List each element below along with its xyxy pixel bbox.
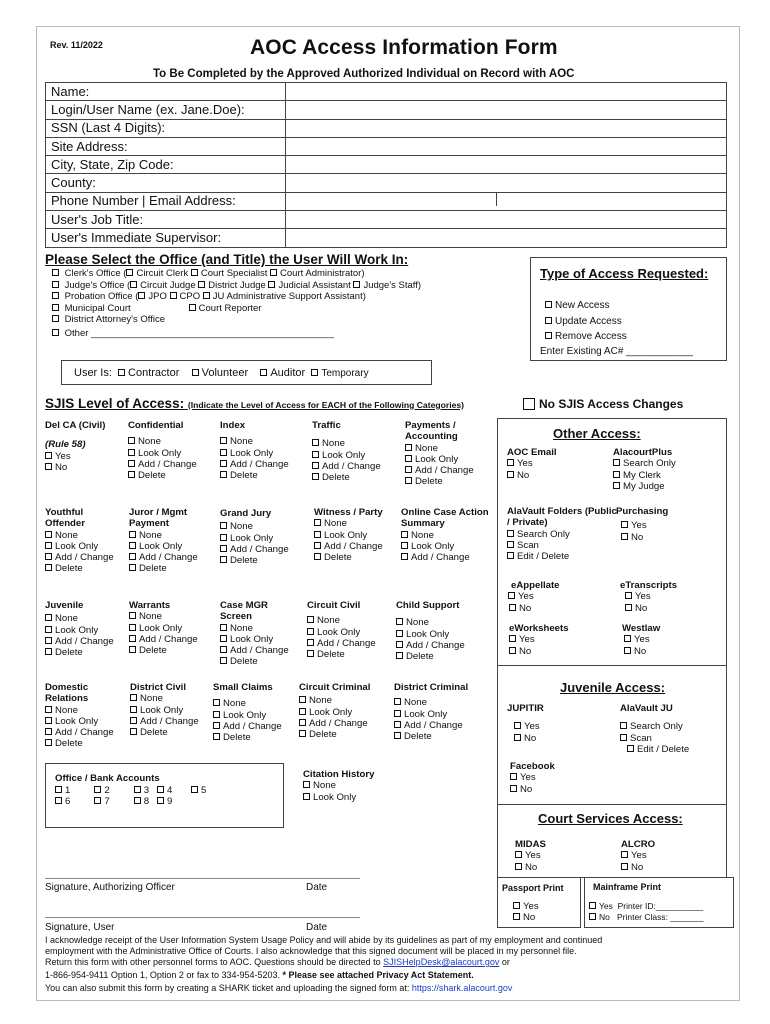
checkbox-jpo[interactable] <box>138 292 145 299</box>
form-subtitle: To Be Completed by the Approved Authorized Individual on Record with AOC <box>153 68 575 80</box>
footer-line-1: I acknowledge receipt of the User Information System Usage Policy and will abide by its guidelines as part of my employment and continued <box>45 935 603 945</box>
checkbox-clerks-office[interactable] <box>52 269 59 276</box>
checkbox-bank-9[interactable] <box>157 797 164 804</box>
phone-email-separator <box>496 193 497 206</box>
checkbox-war-delete[interactable] <box>129 646 136 653</box>
checkbox-conf-add[interactable] <box>128 460 135 467</box>
checkbox-gj-delete[interactable] <box>220 556 227 563</box>
checkbox-dom-none[interactable] <box>45 706 52 713</box>
checkbox-dom-add[interactable] <box>45 728 52 735</box>
checkbox-juv-none[interactable] <box>45 614 52 621</box>
checkbox-bank-6[interactable] <box>55 797 62 804</box>
checkbox-youth-delete[interactable] <box>45 564 52 571</box>
alacourtplus-label: AlacourtPlus <box>613 447 673 458</box>
cat-payments: Payments / Accounting <box>405 420 458 443</box>
checkbox-ews-no[interactable] <box>509 647 516 654</box>
name-field[interactable] <box>286 83 727 101</box>
checkbox-juv-look[interactable] <box>45 626 52 633</box>
office-options: Clerk's Office ( Circuit Clerk Court Specialist Court Administrator) Judge's Office ( Circuit Judge District Judge Judicial Assistant Judge's Staff) Probation Office ( JPO CPO JU Administrative Support Assistant) Municipal Court Court Reporter District Attorney's Office Other ______________________________________________ <box>52 268 421 339</box>
site-address-label: Site Address: <box>46 137 286 155</box>
checkbox-ews-yes[interactable] <box>509 635 516 642</box>
login-field[interactable] <box>286 101 727 119</box>
officer-signature-line[interactable] <box>45 878 360 879</box>
office-heading: Please Select the Office (and Title) the User Will Work In: <box>45 252 409 267</box>
checkbox-av-edit[interactable] <box>507 552 514 559</box>
checkbox-contractor[interactable] <box>118 369 125 376</box>
login-label: Login/User Name (ex. Jane.Doe): <box>46 101 286 119</box>
checkbox-gj-look[interactable] <box>220 534 227 541</box>
user-info-table <box>45 82 727 248</box>
checkbox-av-scan[interactable] <box>507 541 514 548</box>
midas-label: MIDAS <box>515 839 546 850</box>
checkbox-online-look[interactable] <box>401 542 408 549</box>
checkbox-dc-add[interactable] <box>130 717 137 724</box>
checkbox-district-judge[interactable] <box>198 281 205 288</box>
alcro-label: ALCRO <box>621 839 656 850</box>
checkbox-sc-add[interactable] <box>213 722 220 729</box>
supervisor-label: User's Immediate Supervisor: <box>46 229 286 247</box>
checkbox-traffic-delete[interactable] <box>312 473 319 480</box>
passport-print-label: Passport Print <box>502 883 564 893</box>
checkbox-aoc-yes[interactable] <box>507 459 514 466</box>
existing-ac-field[interactable]: Enter Existing AC# ____________ <box>540 346 693 357</box>
office-bank-title: Office / Bank Accounts <box>55 773 160 784</box>
checkbox-court-specialist[interactable] <box>191 269 198 276</box>
checkbox-index-delete[interactable] <box>220 471 227 478</box>
checkbox-delca-no[interactable] <box>45 463 52 470</box>
checkbox-index-look[interactable] <box>220 449 227 456</box>
checkbox-court-reporter[interactable] <box>189 304 196 311</box>
helpdesk-email-link[interactable]: SJISHelpDesk@alacourt.gov <box>383 957 500 967</box>
checkbox-delca-yes[interactable] <box>45 452 52 459</box>
printer-id-field[interactable]: Printer ID:__________ <box>617 901 704 911</box>
checkbox-conf-delete[interactable] <box>128 471 135 478</box>
checkbox-midas-no[interactable] <box>515 863 522 870</box>
checkbox-bank-5[interactable] <box>191 786 198 793</box>
cat-witness: Witness / Party <box>314 507 383 518</box>
checkbox-dcr-none[interactable] <box>394 698 401 705</box>
juvenile-divider <box>497 665 727 666</box>
checkbox-juv-add[interactable] <box>45 637 52 644</box>
mainframe-print-label: Mainframe Print <box>593 882 662 892</box>
checkbox-wl-yes[interactable] <box>624 635 631 642</box>
cat-warrants: Warrants <box>129 600 171 611</box>
checkbox-traffic-add[interactable] <box>312 462 319 469</box>
checkbox-gj-add[interactable] <box>220 545 227 552</box>
checkbox-bank-1[interactable] <box>55 786 62 793</box>
checkbox-conf-none[interactable] <box>128 437 135 444</box>
checkbox-traffic-none[interactable] <box>312 439 319 446</box>
checkbox-acp-search[interactable] <box>613 459 620 466</box>
checkbox-juv-delete[interactable] <box>45 648 52 655</box>
checkbox-ccr-look[interactable] <box>299 708 306 715</box>
cat-domestic: Domestic Relations <box>45 682 89 705</box>
checkbox-volunteer[interactable] <box>192 369 199 376</box>
checkbox-dom-delete[interactable] <box>45 739 52 746</box>
site-address-field[interactable] <box>286 137 727 155</box>
checkbox-wit-delete[interactable] <box>314 553 321 560</box>
form-page: Rev. 11/2022 AOC Access Information Form To Be Completed by the Approved Authorized Individual on Record with AOC Name: Login/User Name (ex. Jane.Doe): SSN (Last 4 Digits): Site Address: City, State, Zip Code: County: Phone Number | Email Address: User's Job Title: User's Immediate Supervisor: Please Select the Office (and Title) the User Will Work In: Clerk's Office ( Circuit Clerk Court Specialist Court Administrator) Judge's Office ( Circuit Judge District Judge Judicial Assistant Judge's Staff) Probation Office ( JPO CPO JU Administrative Support Assistant) Municipal Court Court Reporter District Attorney's Office Other ______________________________________________ Type of Access Requested: New Access Update Access Remove Access Enter Existing AC# ____________ User Is: Contractor Volunteer Auditor Temporary SJIS Level of Access: (Indicate the Level of Access for EACH of the Following Categories) No SJIS Access Changes Del CA (Civil) (Rule 58) Yes No Confidential None Look Only Add / Change Delete Index None Look Only Add / Change Delete Traffic None Look Only Add / Change Delete Payments / Accounting None Look Only Add / Change Delete Youthful Offender None Look Only Add / Change Delete Juror / Mgmt Payment None Look Only Add / Change Delete Grand Jury None Look Only Add / Change Delete Witness / Party None Look Only Add / Change Delete Online Case Action Summary None Look Only Add / Change Juvenile None Look Only Add / Change Delete Warrants None Look Only Add / Change Delete Case MGR Screen None Look Only Add / Change Delete Circuit Civil None Look Only Add / Change Delete Child Support None Look Only Add / Change Delete Domestic Relations None Look Only Add / Change Delete District Civil None Look Only Add / Change Delete Small Claims None Look Only Add / Change Delete Circuit Criminal None Look Only Add / Change Delete District Criminal None Look Only Add / Change Delete Office / Bank Accounts 1 2 3 4 5 6 7 8 9 Citation History None Look Only Other Access: AOC Email Yes No AlacourtPlus Search Only My Clerk My Judge AlaVault Folders (Public / Private) Search Only Scan Edit / Delete Purchasing Yes No eAppellate Yes No eTranscripts Yes No eWorksheets Yes No Westlaw Yes No Juvenile Access: JUPITIR Yes No AlaVault JU Search Only Scan Edit / Delete Facebook Yes No Court Services Access: MIDAS Yes No ALCRO Yes No Passport Print Mainframe Print Yes No Yes Printer ID:__________ No Printer Class: _______ Signature, Authorizing Officer Date Signature, User Date I acknowledge receipt of the User Information System Usage Policy and will abide by its guidelines as part of my employment and continued employment with the Administrative Office of Courts. I also acknowledge that this signed document will be placed in my personnel file. Return this form with other personnel forms to AOC. Questions should be directed to SJISHelpDesk@alacourt.gov or 1-866-954-9411 Option 1, Option 2 or fax to 334-954-5203. * Please see attached Privacy Act Statement. You can also submit this form by creating a SHARK ticket and uploading the signed form at: https://shark.alacourt.gov <box>0 0 770 1024</box>
checkbox-cmgr-delete[interactable] <box>220 657 227 664</box>
cat-circuit-civil: Circuit Civil <box>307 600 361 611</box>
cat-circuit-criminal: Circuit Criminal <box>299 682 371 693</box>
checkbox-gj-none[interactable] <box>220 522 227 529</box>
checkbox-pp-yes[interactable] <box>513 902 520 909</box>
checkbox-cs-add[interactable] <box>396 641 403 648</box>
phone-email-field[interactable] <box>286 192 727 210</box>
checkbox-mf-no[interactable] <box>589 913 596 920</box>
checkbox-bank-4[interactable] <box>157 786 164 793</box>
checkbox-wit-look[interactable] <box>314 531 321 538</box>
checkbox-circuit-judge[interactable] <box>130 281 137 288</box>
checkbox-pp-no[interactable] <box>513 913 520 920</box>
checkbox-temporary[interactable] <box>311 369 318 376</box>
cat-district-criminal: District Criminal <box>394 682 469 693</box>
cat-index: Index <box>220 420 246 431</box>
eappellate-label: eAppellate <box>511 580 560 591</box>
juvenile-access-title: Juvenile Access: <box>560 680 666 695</box>
checkbox-war-add[interactable] <box>129 635 136 642</box>
purchasing-label: Purchasing <box>616 506 669 517</box>
checkbox-pur-yes[interactable] <box>621 521 628 528</box>
checkbox-aoc-no[interactable] <box>507 471 514 478</box>
checkbox-dom-look[interactable] <box>45 717 52 724</box>
checkbox-acp-myjudge[interactable] <box>613 482 620 489</box>
checkbox-jup-yes[interactable] <box>514 722 521 729</box>
checkbox-avju-scan[interactable] <box>620 734 627 741</box>
job-title-field[interactable] <box>286 211 727 229</box>
checkbox-other-office[interactable] <box>52 329 59 336</box>
checkbox-cs-none[interactable] <box>396 618 403 625</box>
checkbox-ccr-add[interactable] <box>299 719 306 726</box>
cat-district-civil: District Civil <box>130 682 186 693</box>
cat-youthful: Youthful Offender <box>45 507 85 530</box>
footer-line-2: employment with the Administrative Office of Courts. I also acknowledge that this signed document will be placed in my personnel file. <box>45 946 577 956</box>
checkbox-index-none[interactable] <box>220 437 227 444</box>
westlaw-label: Westlaw <box>622 623 661 634</box>
checkbox-sc-none[interactable] <box>213 699 220 706</box>
user-is-box: User Is: Contractor Volunteer Auditor Temporary <box>61 360 432 385</box>
checkbox-update-access[interactable] <box>545 317 552 324</box>
checkbox-pay-look[interactable] <box>405 455 412 462</box>
cat-online-case: Online Case Action Summary <box>401 507 489 530</box>
checkbox-bank-2[interactable] <box>94 786 101 793</box>
checkbox-dc-none[interactable] <box>130 694 137 701</box>
cat-citation-history: Citation History <box>303 769 375 780</box>
checkbox-cmgr-add[interactable] <box>220 646 227 653</box>
checkbox-avju-edit[interactable] <box>627 745 634 752</box>
checkbox-eapp-no[interactable] <box>509 604 516 611</box>
checkbox-sc-delete[interactable] <box>213 733 220 740</box>
checkbox-alcro-no[interactable] <box>621 863 628 870</box>
checkbox-online-add[interactable] <box>401 553 408 560</box>
cat-confidential: Confidential <box>128 420 184 431</box>
city-label: City, State, Zip Code: <box>46 156 286 174</box>
no-sjis-changes: No SJIS Access Changes <box>523 397 683 411</box>
cat-del-ca: Del CA (Civil) <box>45 420 106 431</box>
cat-traffic: Traffic <box>312 420 341 431</box>
facebook-label: Facebook <box>510 761 555 772</box>
checkbox-bank-3[interactable] <box>134 786 141 793</box>
access-type-box: Type of Access Requested: New Access Update Access Remove Access Enter Existing AC# ____________ <box>530 257 727 361</box>
checkbox-wit-none[interactable] <box>314 519 321 526</box>
checkbox-avju-search[interactable] <box>620 722 627 729</box>
checkbox-cc-add[interactable] <box>307 639 314 646</box>
checkbox-dcr-look[interactable] <box>394 710 401 717</box>
checkbox-court-administrator[interactable] <box>270 269 277 276</box>
cat-small-claims: Small Claims <box>213 682 273 693</box>
eworksheets-label: eWorksheets <box>509 623 569 634</box>
checkbox-juror-look[interactable] <box>129 542 136 549</box>
office-bank-box: Office / Bank Accounts 1 2 3 4 5 6 7 8 9 <box>45 763 284 828</box>
checkbox-judges-staff[interactable] <box>353 281 360 288</box>
checkbox-youth-add[interactable] <box>45 553 52 560</box>
checkbox-war-look[interactable] <box>129 624 136 631</box>
checkbox-fb-yes[interactable] <box>510 773 517 780</box>
form-title: AOC Access Information Form <box>250 36 558 59</box>
checkbox-conf-look[interactable] <box>128 449 135 456</box>
supervisor-field[interactable] <box>286 229 727 247</box>
checkbox-dc-delete[interactable] <box>130 728 137 735</box>
jupitir-label: JUPITIR <box>507 703 544 714</box>
checkbox-youth-none[interactable] <box>45 531 52 538</box>
sjis-heading: SJIS Level of Access: (Indicate the Level of Access for EACH of the Following Categories) <box>45 396 464 411</box>
checkbox-index-add[interactable] <box>220 460 227 467</box>
checkbox-dc-look[interactable] <box>130 706 137 713</box>
checkbox-ccr-delete[interactable] <box>299 730 306 737</box>
etranscripts-label: eTranscripts <box>620 580 678 591</box>
footer-line-4: 1-866-954-9411 Option 1, Option 2 or fax to 334-954-5203. * Please see attached Privacy Act Statement. <box>45 970 474 980</box>
checkbox-auditor[interactable] <box>260 369 267 376</box>
checkbox-acp-myclerk[interactable] <box>613 471 620 478</box>
checkbox-jup-no[interactable] <box>514 734 521 741</box>
other-access-title: Other Access: <box>553 426 641 441</box>
court-services-divider <box>497 804 727 805</box>
checkbox-cc-none[interactable] <box>307 616 314 623</box>
checkbox-bank-8[interactable] <box>134 797 141 804</box>
name-label: Name: <box>46 83 286 101</box>
checkbox-municipal-court[interactable] <box>52 304 59 311</box>
checkbox-juror-delete[interactable] <box>129 564 136 571</box>
checkbox-cs-look[interactable] <box>396 630 403 637</box>
user-signature-line[interactable] <box>45 917 360 918</box>
alavault-label: AlaVault Folders (Public / Private) <box>507 506 617 529</box>
checkbox-etr-no[interactable] <box>625 604 632 611</box>
checkbox-pur-no[interactable] <box>621 533 628 540</box>
checkbox-juror-add[interactable] <box>129 553 136 560</box>
checkbox-av-search[interactable] <box>507 530 514 537</box>
checkbox-cc-delete[interactable] <box>307 650 314 657</box>
checkbox-cmgr-look[interactable] <box>220 635 227 642</box>
checkbox-cc-look[interactable] <box>307 628 314 635</box>
checkbox-probation-office[interactable] <box>52 292 59 299</box>
checkbox-bank-7[interactable] <box>94 797 101 804</box>
checkbox-dcr-add[interactable] <box>394 721 401 728</box>
checkbox-dcr-delete[interactable] <box>394 732 401 739</box>
checkbox-wl-no[interactable] <box>624 647 631 654</box>
checkbox-judicial-assistant[interactable] <box>268 281 275 288</box>
cat-juror: Juror / Mgmt Payment <box>129 507 188 530</box>
checkbox-cit-none[interactable] <box>303 781 310 788</box>
checkbox-traffic-look[interactable] <box>312 451 319 458</box>
checkbox-cs-delete[interactable] <box>396 652 403 659</box>
alavault-ju-label: AlaVault JU <box>620 703 673 714</box>
job-title-label: User's Job Title: <box>46 211 286 229</box>
printer-class-field[interactable]: Printer Class: _______ <box>616 912 704 922</box>
checkbox-midas-yes[interactable] <box>515 851 522 858</box>
city-field[interactable] <box>286 156 727 174</box>
access-type-title: Type of Access Requested: <box>540 266 709 281</box>
county-field[interactable] <box>286 174 727 192</box>
checkbox-cit-look[interactable] <box>303 793 310 800</box>
checkbox-pay-delete[interactable] <box>405 477 412 484</box>
court-services-title: Court Services Access: <box>538 811 683 826</box>
checkbox-remove-access[interactable] <box>545 332 552 339</box>
aoc-email-label: AOC Email <box>507 447 557 458</box>
checkbox-cpo[interactable] <box>170 292 177 299</box>
checkbox-juror-none[interactable] <box>129 531 136 538</box>
shark-url-link[interactable]: https://shark.alacourt.gov <box>411 983 513 993</box>
ssn-field[interactable] <box>286 119 727 137</box>
checkbox-wit-add[interactable] <box>314 542 321 549</box>
checkbox-eapp-yes[interactable] <box>508 592 515 599</box>
checkbox-pay-add[interactable] <box>405 466 412 473</box>
checkbox-new-access[interactable] <box>545 301 552 308</box>
checkbox-youth-look[interactable] <box>45 542 52 549</box>
checkbox-mf-yes[interactable] <box>589 902 596 909</box>
checkbox-circuit-clerk[interactable] <box>126 269 133 276</box>
footer-line-5: You can also submit this form by creating a SHARK ticket and uploading the signed form at: https://shark.alacourt.gov <box>45 983 513 993</box>
checkbox-cmgr-none[interactable] <box>220 624 227 631</box>
revision-label: Rev. 11/2022 <box>50 40 103 50</box>
officer-date-label: Date <box>306 882 328 893</box>
ssn-label: SSN (Last 4 Digits): <box>46 119 286 137</box>
checkbox-sc-look[interactable] <box>213 711 220 718</box>
checkbox-fb-no[interactable] <box>510 785 517 792</box>
checkbox-war-none[interactable] <box>129 612 136 619</box>
officer-signature-label: Signature, Authorizing Officer <box>45 882 175 893</box>
checkbox-no-sjis-changes[interactable] <box>523 398 535 410</box>
cat-case-mgr: Case MGR Screen <box>220 600 268 623</box>
checkbox-judges-office[interactable] <box>52 281 59 288</box>
footer-line-3: Return this form with other personnel forms to AOC. Questions should be directed to SJISHelpDesk@alacourt.gov or <box>45 957 510 967</box>
checkbox-etr-yes[interactable] <box>625 592 632 599</box>
cat-child-support: Child Support <box>396 600 460 611</box>
cat-grand-jury: Grand Jury <box>220 508 272 519</box>
user-signature-label: Signature, User <box>45 922 115 933</box>
user-date-label: Date <box>306 922 328 933</box>
cat-juvenile: Juvenile <box>45 600 84 611</box>
phone-email-label: Phone Number | Email Address: <box>46 192 286 210</box>
checkbox-alcro-yes[interactable] <box>621 851 628 858</box>
checkbox-district-attorney[interactable] <box>52 315 59 322</box>
checkbox-ccr-none[interactable] <box>299 696 306 703</box>
checkbox-pay-none[interactable] <box>405 444 412 451</box>
checkbox-online-none[interactable] <box>401 531 408 538</box>
county-label: County: <box>46 174 286 192</box>
checkbox-ju-admin[interactable] <box>203 292 210 299</box>
